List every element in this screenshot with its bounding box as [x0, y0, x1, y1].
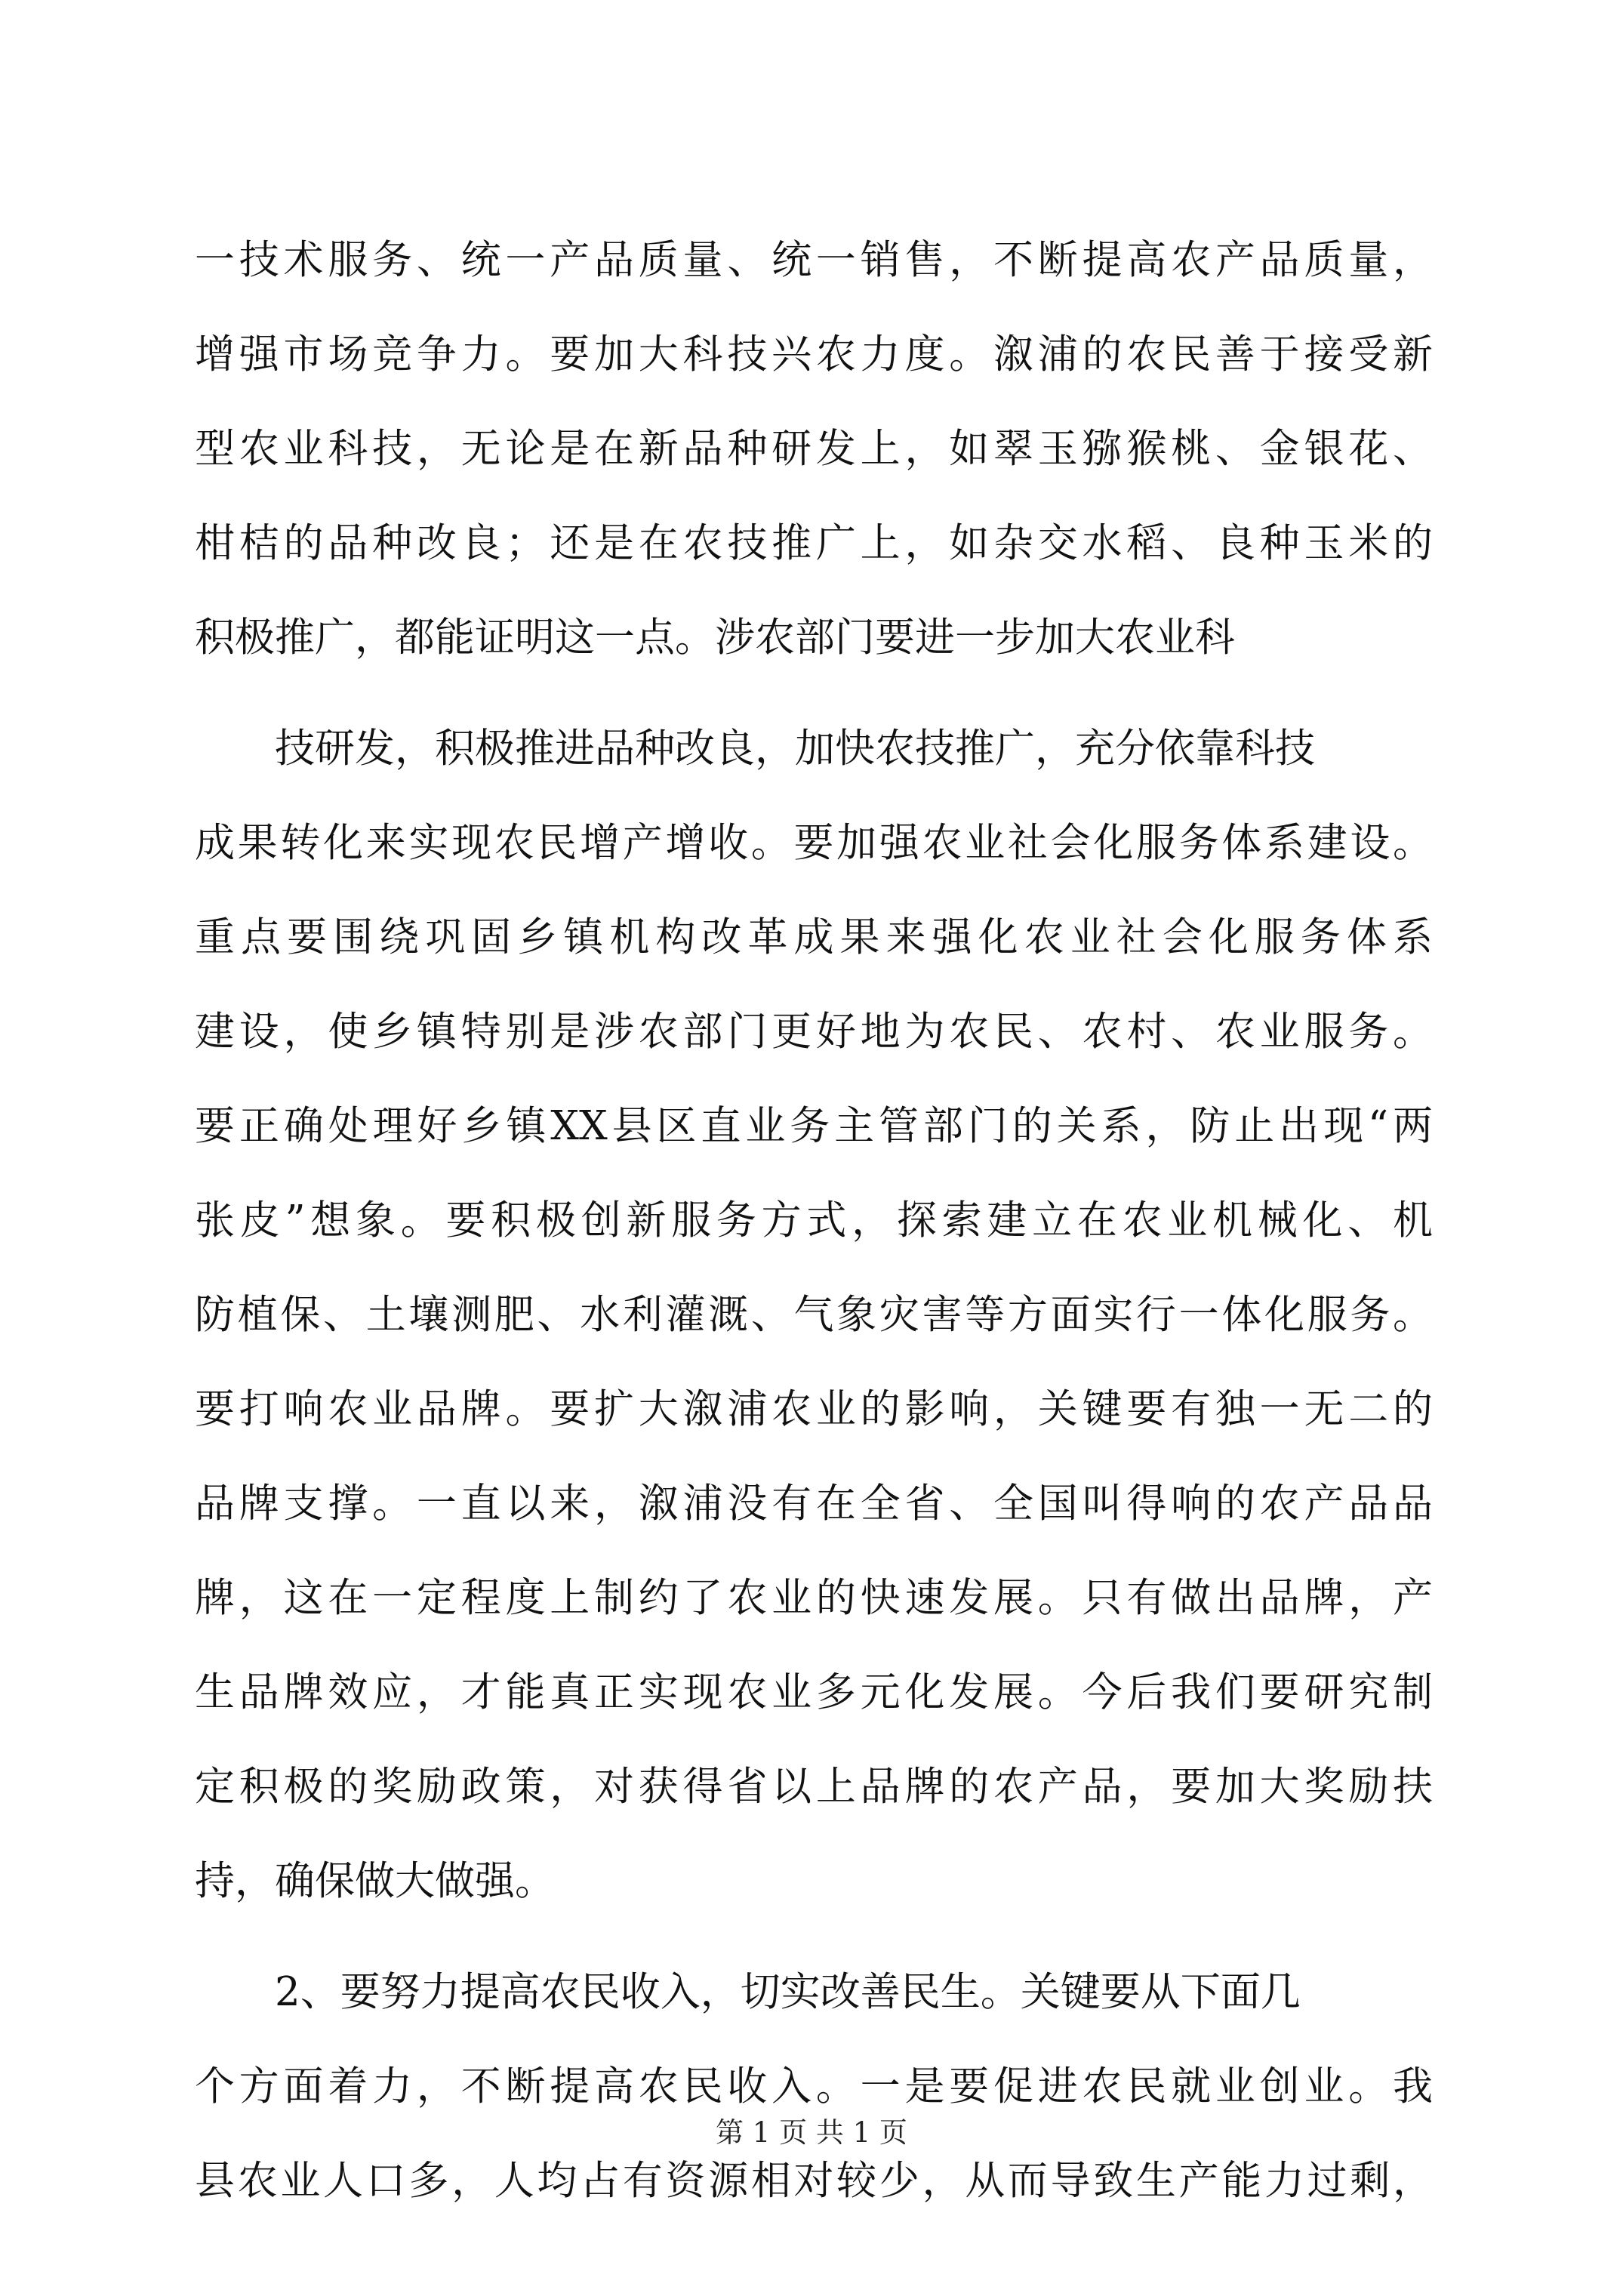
text-line: 牌，这在一定程度上制约了农业的快速发展。只有做出品牌，产 [195, 1575, 1433, 1621]
text-line: 2、要努力提高农民收入，切实改善民生。关键要从下面几 [275, 1969, 1301, 2015]
text-line: 生品牌效应，才能真正实现农业多元化发展。今后我们要研究制 [195, 1669, 1433, 1715]
text-line: 积极推广，都能证明这一点。涉农部门要进一步加大农业科 [195, 615, 1235, 661]
text-line: 型农业科技，无论是在新品种研发上，如翠玉猕猴桃、金银花、 [195, 426, 1433, 472]
text-line: 品牌支撑。一直以来，溆浦没有在全省、全国叫得响的农产品品 [195, 1481, 1433, 1527]
text-line: 持，确保做大做强。 [195, 1858, 555, 1904]
text-line: 增强市场竞争力。要加大科技兴农力度。溆浦的农民善于接受新 [195, 331, 1433, 378]
text-line: 张皮”想象。要积极创新服务方式，探索建立在农业机械化、机 [195, 1197, 1433, 1244]
text-line: 成果转化来实现农民增产增收。要加强农业社会化服务体系建设。 [195, 820, 1433, 866]
text-line: 重点要围绕巩固乡镇机构改革成果来强化农业社会化服务体系 [195, 914, 1433, 960]
paragraph-1 [195, 213, 1433, 685]
text-line: 柑桔的品种改良；还是在农技推广上，如杂交水稻、良种玉米的 [195, 520, 1433, 566]
text-line: 建设，使乡镇特别是涉农部门更好地为农民、农村、农业服务。 [195, 1009, 1433, 1055]
text-line: 防植保、土壤测肥、水利灌溉、气象灾害等方面实行一体化服务。 [195, 1292, 1433, 1338]
body-text [195, 213, 1433, 2228]
text-line: 要打响农业品牌。要扩大溆浦农业的影响，关键要有独一无二的 [195, 1386, 1433, 1432]
text-line: 要正确处理好乡镇XX县区直业务主管部门的关系，防止出现“两 [195, 1103, 1433, 1149]
paragraph-2 [195, 701, 1433, 1928]
text-line: 一技术服务、统一产品质量、统一销售，不断提高农产品质量， [195, 237, 1433, 283]
paragraph-3 [195, 1945, 1433, 2228]
text-line: 定积极的奖励政策，对获得省以上品牌的农产品，要加大奖励扶 [195, 1764, 1433, 1810]
text-line: 县农业人口多，人均占有资源相对较少，从而导致生产能力过剩， [195, 2158, 1433, 2204]
text-line: 个方面着力，不断提高农民收入。一是要促进农民就业创业。我 [195, 2063, 1433, 2110]
text-line: 技研发，积极推进品种改良，加快农技推广，充分依靠科技 [275, 726, 1315, 772]
page-footer: 第 1 页 共 1 页 [716, 2116, 907, 2149]
